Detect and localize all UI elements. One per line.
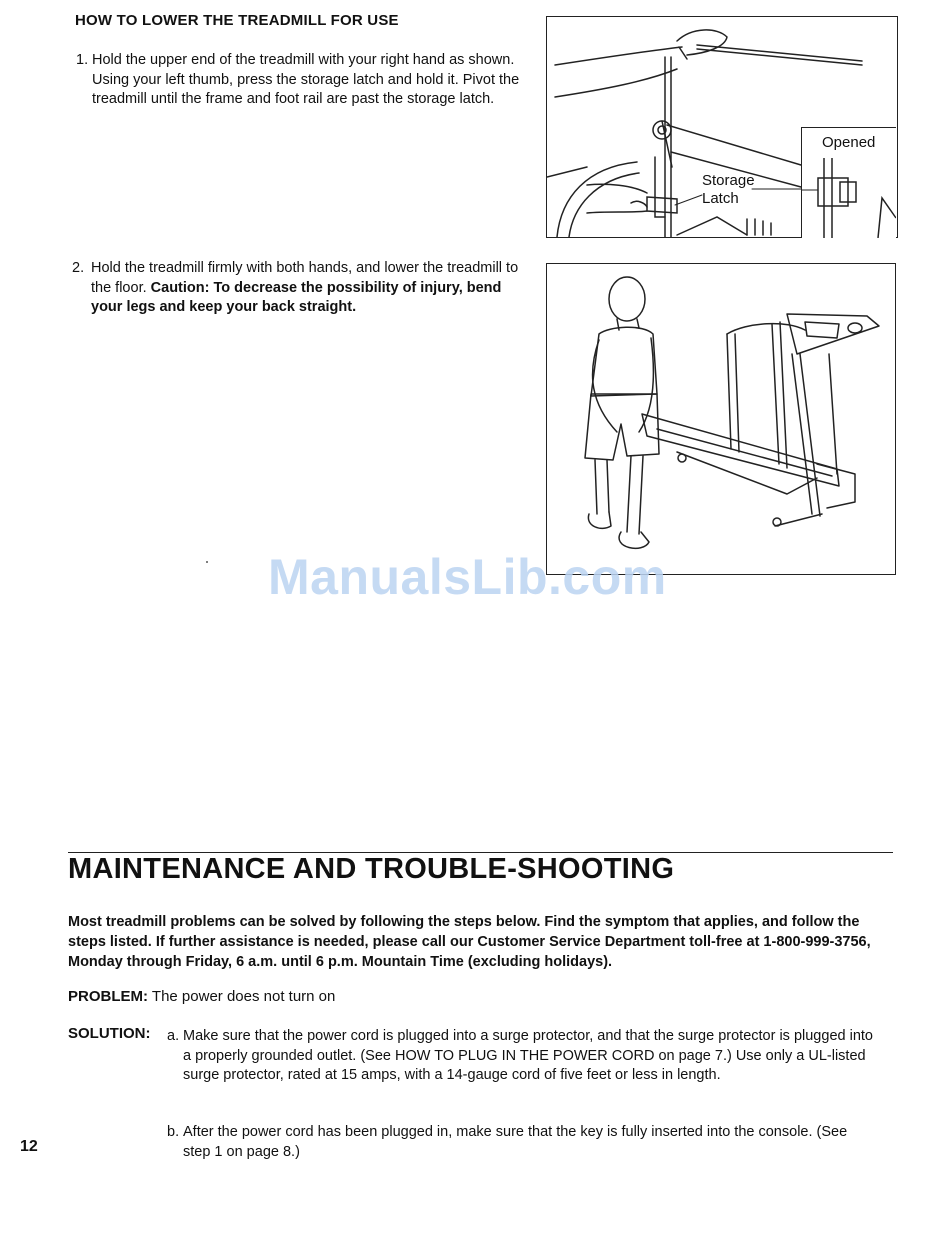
stray-mark xyxy=(206,561,208,563)
step-2-instruction: Hold the treadmill firmly with both hands, and lower the treadmill to the floor. xyxy=(91,260,519,296)
solution-marker: a. xyxy=(167,1028,180,1044)
solution-item-a xyxy=(167,1027,877,1086)
step-2 xyxy=(72,259,522,318)
section-heading-maintenance: MAINTENANCE AND TROUBLE-SHOOTING xyxy=(68,853,675,885)
solution-text: Make sure that the power cord is plugged into a surge protector, and that the surge protector is plugged into a properly grounded outlet. (See HOW TO PLUG IN THE POWER CORD on page 7.) Use only a UL-listed surge protector, rated at 15 amps, with a 14-gauge cord of five feet or less in length. xyxy=(183,1028,873,1083)
lowering-illustration xyxy=(547,264,895,574)
solution-text: After the power cord has been plugged in, make sure that the key is fully inserted into the console. (See step 1 on page 8.) xyxy=(183,1124,848,1160)
watermark: ManualsLib.com xyxy=(268,549,667,605)
solution-marker: b. xyxy=(167,1124,180,1140)
step-2-number: 2. xyxy=(72,260,85,276)
solution-label: SOLUTION: xyxy=(68,1025,151,1042)
figure-storage-latch xyxy=(546,16,898,238)
callout-opened xyxy=(801,127,896,238)
step-1-text: Hold the upper end of the treadmill with your right hand as shown. Using your left thumb, press the storage latch and hold it. Pivot the treadmill until the frame and foot rail are past the storage latch. xyxy=(92,52,520,107)
opened-latch-detail xyxy=(802,128,896,238)
maintenance-intro: Most treadmill problems can be solved by following the steps below. Find the symptom that applies, and follow the steps listed. If further assistance is needed, please call our Customer Service Department toll-free at 1-800-999-3756, Monday through Friday, 6 a.m. until 6 p.m. Mountain Time (excluding holidays). xyxy=(68,914,871,970)
step-1-number: 1. xyxy=(76,52,89,68)
solution-item-b xyxy=(167,1123,877,1162)
section-heading-lower-treadmill: HOW TO LOWER THE TREADMILL FOR USE xyxy=(75,12,399,29)
step-2-text xyxy=(91,259,522,318)
callout-opened-title: Opened xyxy=(822,134,876,151)
label-latch: Latch xyxy=(702,190,739,207)
figure-lowering-treadmill xyxy=(546,263,896,575)
problem-label: PROBLEM: xyxy=(68,988,148,1005)
problem-text: The power does not turn on xyxy=(151,988,336,1005)
label-storage: Storage xyxy=(702,172,755,189)
problem-line xyxy=(68,988,335,1005)
step-2-caution: Caution: To decrease the possibility of injury, bend your legs and keep your back straight. xyxy=(91,279,502,315)
page-number: 12 xyxy=(20,1138,38,1155)
step-1 xyxy=(76,51,521,110)
